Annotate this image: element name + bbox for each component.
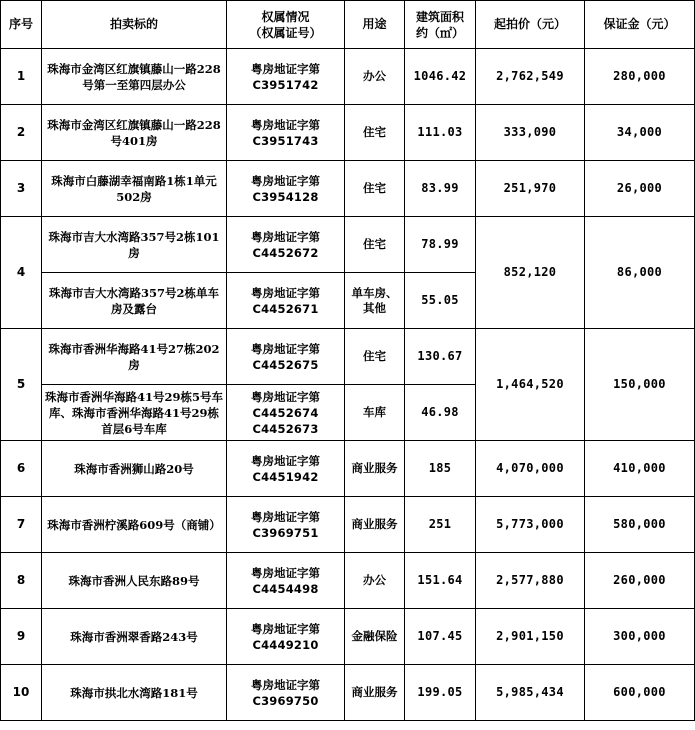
cell-area: 83.99	[405, 161, 476, 217]
cell-use: 办公	[345, 49, 405, 105]
table-row	[1, 329, 695, 385]
header-cert-line1: 权属情况	[261, 9, 310, 24]
cell-area: 46.98	[405, 385, 476, 441]
cert-prefix: 粤房地证字第	[251, 341, 320, 356]
cert-code: C3951742	[252, 77, 319, 92]
cell-price: 4,070,000	[476, 441, 585, 497]
cell-use: 住宅	[345, 161, 405, 217]
cert-prefix: 粤房地证字第	[251, 621, 320, 636]
cell-cert	[227, 497, 345, 553]
cell-area: 151.64	[405, 553, 476, 609]
table-row	[1, 105, 695, 161]
cell-area: 1046.42	[405, 49, 476, 105]
cell-item: 珠海市香洲狮山路20号	[42, 441, 227, 497]
cert-prefix: 粤房地证字第	[251, 173, 320, 188]
cell-item: 珠海市香洲翠香路243号	[42, 609, 227, 665]
cell-use: 办公	[345, 553, 405, 609]
header-deposit: 保证金（元）	[585, 1, 695, 49]
cell-use: 单车房、其他	[345, 273, 405, 329]
cell-seq: 1	[1, 49, 42, 105]
cell-cert	[227, 273, 345, 329]
cell-cert	[227, 161, 345, 217]
cell-use: 车库	[345, 385, 405, 441]
cert-prefix: 粤房地证字第	[251, 509, 320, 524]
cell-cert	[227, 441, 345, 497]
table-row	[1, 161, 695, 217]
cell-cert	[227, 553, 345, 609]
header-row	[1, 1, 695, 49]
cell-use: 住宅	[345, 217, 405, 273]
cert-code: C3969751	[252, 525, 319, 540]
cell-price: 2,762,549	[476, 49, 585, 105]
cert-code: C4451942	[252, 469, 319, 484]
cert-prefix: 粤房地证字第	[251, 117, 320, 132]
table-row	[1, 217, 695, 273]
cell-item: 珠海市香洲华海路41号27栋202房	[42, 329, 227, 385]
cell-deposit: 280,000	[585, 49, 695, 105]
cell-deposit: 34,000	[585, 105, 695, 161]
cell-item: 珠海市香洲华海路41号29栋5号车库、珠海市香洲华海路41号29栋首层6号车库	[42, 385, 227, 441]
header-area	[405, 1, 476, 49]
cell-price: 251,970	[476, 161, 585, 217]
cell-use: 商业服务	[345, 441, 405, 497]
table-row	[1, 441, 695, 497]
cell-item: 珠海市吉大水湾路357号2栋单车房及露台	[42, 273, 227, 329]
cell-price: 852,120	[476, 217, 585, 329]
table-row	[1, 553, 695, 609]
cell-deposit: 150,000	[585, 329, 695, 441]
cell-use: 商业服务	[345, 497, 405, 553]
cell-seq: 9	[1, 609, 42, 665]
cell-use: 住宅	[345, 329, 405, 385]
cert-code-2: C4452673	[252, 421, 319, 436]
cell-seq: 2	[1, 105, 42, 161]
cell-area: 185	[405, 441, 476, 497]
cert-code: C4454498	[252, 581, 319, 596]
cell-price: 333,090	[476, 105, 585, 161]
cell-cert	[227, 105, 345, 161]
header-area-line2: 约（㎡）	[415, 25, 464, 40]
cert-code: C3951743	[252, 133, 319, 148]
cert-code: C3954128	[252, 189, 319, 204]
header-seq: 序号	[1, 1, 42, 49]
cell-item: 珠海市白藤湖幸福南路1栋1单元502房	[42, 161, 227, 217]
table-row	[1, 665, 695, 721]
header-cert-line2: （权属证号）	[249, 25, 322, 40]
table-row	[1, 609, 695, 665]
cell-deposit: 86,000	[585, 217, 695, 329]
cell-item: 珠海市金湾区红旗镇藤山一路228号第一至第四层办公	[42, 49, 227, 105]
cert-prefix: 粤房地证字第	[251, 565, 320, 580]
table-row	[1, 497, 695, 553]
cell-price: 5,985,434	[476, 665, 585, 721]
header-item: 拍卖标的	[42, 1, 227, 49]
cell-price: 5,773,000	[476, 497, 585, 553]
cell-price: 2,901,150	[476, 609, 585, 665]
cell-price: 2,577,880	[476, 553, 585, 609]
cert-prefix: 粤房地证字第	[251, 61, 320, 76]
cell-seq: 7	[1, 497, 42, 553]
cell-item: 珠海市拱北水湾路181号	[42, 665, 227, 721]
cell-area: 111.03	[405, 105, 476, 161]
cell-cert	[227, 49, 345, 105]
table-row	[1, 49, 695, 105]
cert-prefix: 粤房地证字第	[251, 677, 320, 692]
cert-code: C4452675	[252, 357, 319, 372]
cell-area: 107.45	[405, 609, 476, 665]
cell-deposit: 410,000	[585, 441, 695, 497]
cert-code: C4449210	[252, 637, 319, 652]
cell-item: 珠海市吉大水湾路357号2栋101房	[42, 217, 227, 273]
cell-cert	[227, 385, 345, 441]
cell-area: 78.99	[405, 217, 476, 273]
cell-deposit: 600,000	[585, 665, 695, 721]
cell-deposit: 300,000	[585, 609, 695, 665]
cell-use: 金融保险	[345, 609, 405, 665]
header-price: 起拍价（元）	[476, 1, 585, 49]
cert-prefix: 粤房地证字第	[251, 229, 320, 244]
cell-item: 珠海市香洲人民东路89号	[42, 553, 227, 609]
cert-code: C4452672	[252, 245, 319, 260]
cell-deposit: 26,000	[585, 161, 695, 217]
cert-code: C3969750	[252, 693, 319, 708]
cell-seq: 10	[1, 665, 42, 721]
cell-cert	[227, 329, 345, 385]
header-area-line1: 建筑面积	[415, 9, 464, 24]
cell-area: 130.67	[405, 329, 476, 385]
cell-seq: 4	[1, 217, 42, 329]
cell-area: 251	[405, 497, 476, 553]
cell-cert	[227, 665, 345, 721]
cell-seq: 8	[1, 553, 42, 609]
cert-prefix: 粤房地证字第	[251, 389, 320, 404]
cell-seq: 6	[1, 441, 42, 497]
cert-code: C4452671	[252, 301, 319, 316]
cell-price: 1,464,520	[476, 329, 585, 441]
cell-area: 55.05	[405, 273, 476, 329]
cell-item: 珠海市金湾区红旗镇藤山一路228号401房	[42, 105, 227, 161]
cell-area: 199.05	[405, 665, 476, 721]
cell-cert	[227, 217, 345, 273]
cell-deposit: 260,000	[585, 553, 695, 609]
cell-deposit: 580,000	[585, 497, 695, 553]
cell-item: 珠海市香洲柠溪路609号（商铺）	[42, 497, 227, 553]
cell-seq: 5	[1, 329, 42, 441]
cert-prefix: 粤房地证字第	[251, 453, 320, 468]
cell-use: 商业服务	[345, 665, 405, 721]
header-use: 用途	[345, 1, 405, 49]
cert-prefix: 粤房地证字第	[251, 285, 320, 300]
cell-use: 住宅	[345, 105, 405, 161]
header-cert	[227, 1, 345, 49]
cell-seq: 3	[1, 161, 42, 217]
cell-cert	[227, 609, 345, 665]
cert-code: C4452674	[252, 405, 319, 420]
